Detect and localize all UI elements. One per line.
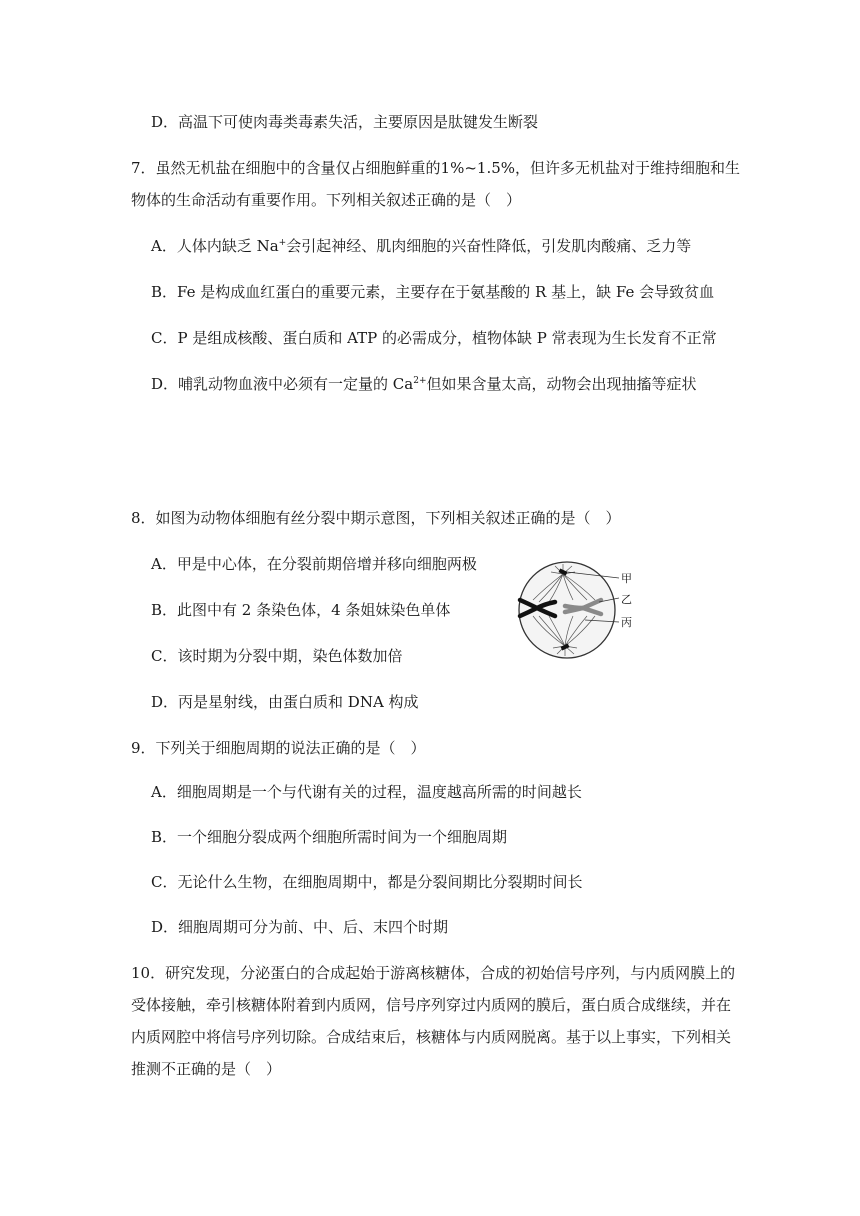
q7-option-a-text-end: 会引起神经、肌肉细胞的兴奋性降低，引发肌肉酸痛、乏力等 — [286, 237, 692, 255]
q8-option-c: C．该时期为分裂中期，染色体数加倍 — [151, 647, 403, 665]
q7-option-b: B．Fe 是构成血红蛋白的重要元素，主要存在于氨基酸的 R 基上，缺 Fe 会导致贫血 — [151, 283, 715, 301]
q8-stem: 8．如图为动物体细胞有丝分裂中期示意图，下列相关叙述正确的是（ ） — [131, 509, 621, 527]
q7-option-c: C．P 是组成核酸、蛋白质和 ATP 的必需成分，植物体缺 P 常表现为生长发育不正常 — [151, 329, 717, 347]
q8-option-a: A．甲是中心体，在分裂前期倍增并移向细胞两极 — [151, 555, 477, 573]
q7-option-d-text: D．哺乳动物血液中必须有一定量的 Ca — [151, 375, 414, 393]
q6-option-d: D．高温下可使肉毒类毒素失活，主要原因是肽键发生断裂 — [151, 113, 539, 131]
label-jia: 甲 — [621, 572, 632, 585]
q9-stem: 9．下列关于细胞周期的说法正确的是（ ） — [131, 739, 426, 757]
q8-option-d: D．丙是星射线，由蛋白质和 DNA 构成 — [151, 693, 419, 711]
q7-option-d-text-end: 但如果含量太高，动物会出现抽搐等症状 — [426, 375, 697, 393]
q10-stem-line-2: 受体接触，牵引核糖体附着到内质网，信号序列穿过内质网的膜后，蛋白质合成继续，并在 — [131, 996, 732, 1014]
q7-option-a — [151, 236, 691, 256]
q7-option-d-superscript: 2+ — [413, 376, 427, 386]
q10-stem-line-4: 推测不正确的是（ ） — [131, 1060, 282, 1078]
q7-option-d — [151, 374, 697, 394]
mitosis-metaphase-diagram — [515, 558, 640, 662]
q9-option-c: C．无论什么生物，在细胞周期中，都是分裂间期比分裂期时间长 — [151, 873, 583, 891]
q7-stem-line-2: 物体的生命活动有重要作用。下列相关叙述正确的是（ ） — [131, 191, 522, 209]
q10-stem-line-1: 10．研究发现，分泌蛋白的合成起始于游离核糖体，合成的初始信号序列，与内质网膜上的 — [131, 964, 736, 982]
q9-option-b: B．一个细胞分裂成两个细胞所需时间为一个细胞周期 — [151, 828, 508, 846]
q9-option-a: A．细胞周期是一个与代谢有关的过程，温度越高所需的时间越长 — [151, 783, 582, 801]
label-bing: 丙 — [621, 616, 632, 629]
q10-stem-line-3: 内质网腔中将信号序列切除。合成结束后，核糖体与内质网脱离。基于以上事实，下列相关 — [131, 1028, 732, 1046]
q9-option-d: D．细胞周期可分为前、中、后、末四个时期 — [151, 918, 449, 936]
q8-option-b: B．此图中有 2 条染色体，4 条姐妹染色单体 — [151, 601, 451, 619]
q7-option-a-superscript: + — [278, 238, 287, 248]
q7-option-a-text: A．人体内缺乏 Na — [151, 237, 279, 255]
label-yi: 乙 — [621, 593, 632, 606]
q7-stem-line-1: 7．虽然无机盐在细胞中的含量仅占细胞鲜重的1%~1.5%，但许多无机盐对于维持细胞和生 — [131, 159, 741, 177]
